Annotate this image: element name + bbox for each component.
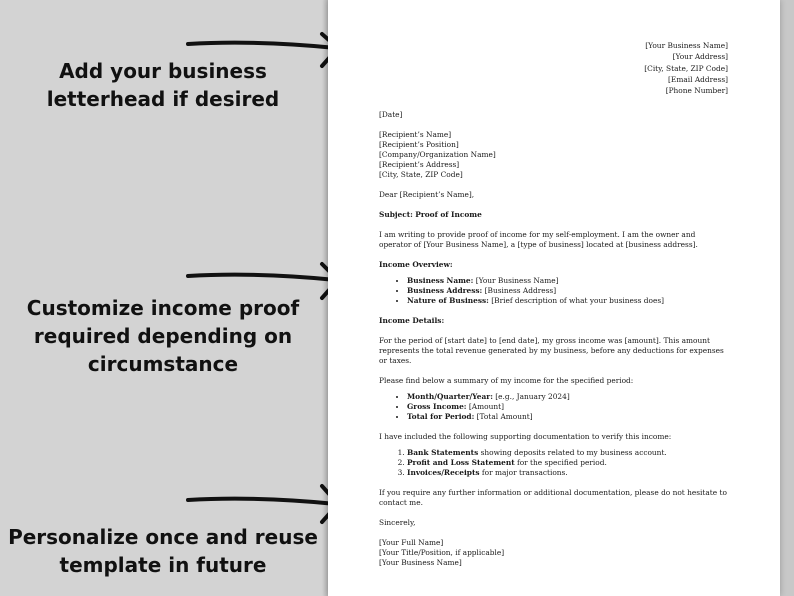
list-item	[407, 296, 729, 306]
list-item	[407, 392, 729, 402]
docs-list	[379, 448, 729, 478]
callout-line: circumstance	[87, 352, 239, 376]
letterhead	[644, 40, 728, 96]
summary-list	[379, 392, 729, 422]
list-item	[407, 468, 729, 478]
letterhead-line: [Email Address]	[668, 74, 728, 84]
recipient-block	[379, 130, 729, 180]
recipient-line: [Recipient’s Name]	[379, 130, 452, 139]
item-label: Month/Quarter/Year:	[407, 392, 493, 401]
item-label: Profit and Loss Statement	[407, 458, 515, 467]
callout-customize	[0, 294, 326, 378]
recipient-line: [Company/Organization Name]	[379, 150, 496, 159]
list-item	[407, 402, 729, 412]
item-value: [e.g., January 2024]	[492, 392, 570, 401]
overview-heading-text: Income Overview:	[379, 260, 453, 269]
subject-text: Proof of Income	[415, 210, 482, 219]
recipient-line: [Recipient’s Address]	[379, 160, 460, 169]
overview-heading	[379, 260, 729, 270]
summary-intro: Please find below a summary of my income for the specified period:	[379, 376, 634, 385]
list-item	[407, 276, 729, 286]
item-label: Business Address:	[407, 286, 483, 295]
callout-line: Add your business	[59, 59, 267, 83]
details-heading-text: Income Details:	[379, 316, 445, 325]
letterhead-line: [Your Business Name]	[645, 41, 728, 50]
letter-date: [Date]	[379, 110, 403, 119]
docs-intro: I have included the following supporting documentation to verify this income:	[379, 432, 672, 441]
callout-reuse	[0, 523, 326, 579]
recipient-line: [City, State, ZIP Code]	[379, 170, 463, 179]
letterhead-line: [Phone Number]	[665, 86, 728, 96]
item-value: [Brief description of what your business does]	[488, 296, 665, 305]
greeting: Dear [Recipient’s Name],	[379, 190, 475, 199]
signature-block	[379, 538, 729, 568]
item-label: Invoices/Receipts	[407, 468, 480, 477]
signature-line: [Your Full Name]	[379, 538, 444, 547]
details-paragraph: For the period of [start date] to [end date], my gross income was [amount]. This amount represents the total revenue generated by my business, before any deductions for expenses or taxes.	[379, 336, 724, 365]
list-item	[407, 412, 729, 422]
recipient-line: [Recipient’s Position]	[379, 140, 459, 149]
subject-line	[379, 210, 729, 220]
signoff: Sincerely,	[379, 518, 416, 527]
letter-page	[328, 0, 780, 596]
signature-line: [Your Business Name]	[379, 558, 462, 567]
item-value: showing deposits related to my business account.	[478, 448, 667, 457]
subject-label: Subject:	[379, 210, 413, 219]
callout-line: required depending on	[33, 324, 293, 348]
callout-line: template in future	[59, 553, 267, 577]
item-value: [Amount]	[466, 402, 504, 411]
item-label: Bank Statements	[407, 448, 479, 457]
item-value: for the specified period.	[514, 458, 607, 467]
item-value: [Business Address]	[482, 286, 557, 295]
details-heading	[379, 316, 729, 326]
letterhead-line: [Your Address]	[672, 52, 728, 62]
list-item	[407, 286, 729, 296]
letter-body	[379, 110, 729, 568]
callout-line: Customize income proof	[26, 296, 300, 320]
overview-list	[379, 276, 729, 306]
item-label: Gross Income:	[407, 402, 467, 411]
background-strip	[780, 0, 794, 596]
closing-paragraph: If you require any further information or additional documentation, please do not hesitate to contact me.	[379, 488, 727, 507]
list-item	[407, 458, 729, 468]
callout-line: Personalize once and reuse	[8, 525, 318, 549]
item-label: Business Name:	[407, 276, 474, 285]
callout-line: letterhead if desired	[46, 87, 280, 111]
item-value: [Total Amount]	[474, 412, 533, 421]
letterhead-line: [City, State, ZIP Code]	[644, 63, 728, 73]
item-value: for major transactions.	[479, 468, 568, 477]
signature-line: [Your Title/Position, if applicable]	[379, 548, 505, 557]
item-label: Nature of Business:	[407, 296, 489, 305]
item-label: Total for Period:	[407, 412, 475, 421]
list-item	[407, 448, 729, 458]
item-value: [Your Business Name]	[473, 276, 559, 285]
intro-paragraph: I am writing to provide proof of income for my self-employment. I am the owner and operator of [Your Business Name], a [type of business] located at [business address].	[379, 230, 698, 249]
